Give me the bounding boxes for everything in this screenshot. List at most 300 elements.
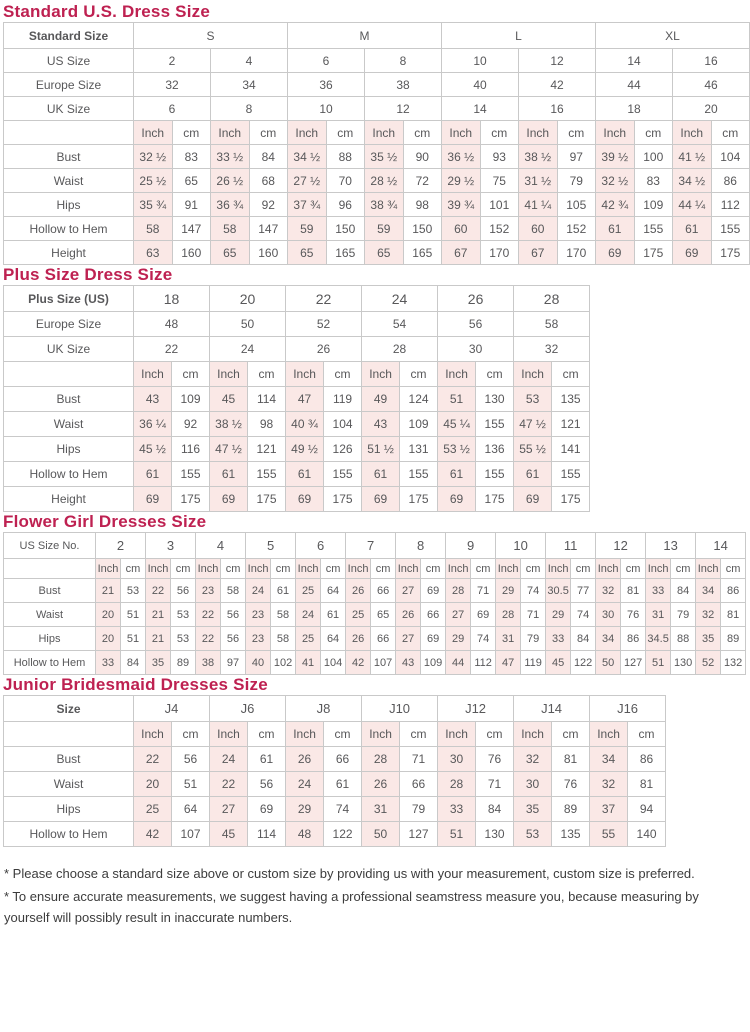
inch-value-cell: 69: [596, 241, 635, 265]
cm-value-cell: 175: [324, 487, 362, 512]
cm-value-cell: 61: [324, 772, 362, 797]
inch-unit-cell: Inch: [514, 362, 552, 387]
cm-value-cell: 124: [400, 387, 438, 412]
size-group-cell: J10: [362, 696, 438, 722]
inch-unit-cell: Inch: [519, 121, 558, 145]
unit-row-label: [4, 722, 134, 747]
cm-value-cell: 53: [121, 579, 146, 603]
inch-value-cell: 34.5: [646, 627, 671, 651]
inch-unit-cell: Inch: [365, 121, 404, 145]
size-value-cell: 44: [596, 73, 673, 97]
size-value-cell: 6: [134, 97, 211, 121]
inch-value-cell: 43: [396, 651, 421, 675]
size-value-cell: 30: [438, 337, 514, 362]
inch-unit-cell: Inch: [211, 121, 250, 145]
size-value-cell: 32: [514, 337, 590, 362]
cm-value-cell: 175: [711, 241, 750, 265]
size-value-cell: 4: [211, 49, 288, 73]
junior-bridesmaid-title: Junior Bridesmaid Dresses Size: [3, 675, 268, 694]
cm-value-cell: 84: [476, 797, 514, 822]
inch-value-cell: 25 ½: [134, 169, 173, 193]
inch-value-cell: 69: [438, 487, 476, 512]
inch-value-cell: 39 ½: [596, 145, 635, 169]
measure-row-label: Waist: [4, 169, 134, 193]
cm-value-cell: 83: [172, 145, 211, 169]
cm-value-cell: 56: [221, 627, 246, 651]
cm-value-cell: 88: [671, 627, 696, 651]
size-value-cell: 36: [288, 73, 365, 97]
inch-unit-cell: Inch: [134, 722, 172, 747]
inch-value-cell: 34: [590, 747, 628, 772]
inch-unit-cell: Inch: [442, 121, 481, 145]
inch-value-cell: 24: [296, 603, 321, 627]
size-value-cell: 12: [519, 49, 596, 73]
size-group-cell: 20: [210, 286, 286, 312]
cm-value-cell: 119: [521, 651, 546, 675]
inch-value-cell: 27: [396, 627, 421, 651]
size-value-cell: 24: [210, 337, 286, 362]
inch-value-cell: 25: [296, 627, 321, 651]
inch-value-cell: 28: [496, 603, 521, 627]
size-group-cell: J12: [438, 696, 514, 722]
inch-value-cell: 35: [146, 651, 171, 675]
inch-value-cell: 53 ½: [438, 437, 476, 462]
measure-row-label: Hollow to Hem: [4, 217, 134, 241]
inch-value-cell: 37: [590, 797, 628, 822]
cm-value-cell: 140: [628, 822, 666, 847]
cm-value-cell: 97: [221, 651, 246, 675]
cm-value-cell: 114: [248, 387, 286, 412]
cm-value-cell: 155: [248, 462, 286, 487]
inch-value-cell: 55 ½: [514, 437, 552, 462]
footnotes: [4, 863, 747, 928]
cm-value-cell: 112: [711, 193, 750, 217]
inch-value-cell: 58: [134, 217, 173, 241]
cm-unit-cell: cm: [671, 559, 696, 579]
cm-value-cell: 61: [321, 603, 346, 627]
inch-value-cell: 36 ¾: [211, 193, 250, 217]
inch-value-cell: 55: [590, 822, 628, 847]
size-value-cell: 22: [134, 337, 210, 362]
inch-value-cell: 37 ¾: [288, 193, 327, 217]
inch-value-cell: 33: [438, 797, 476, 822]
measure-row-label: Bust: [4, 747, 134, 772]
inch-value-cell: 42: [346, 651, 371, 675]
inch-value-cell: 43: [134, 387, 172, 412]
size-value-cell: 38: [365, 73, 442, 97]
size-value-cell: 18: [596, 97, 673, 121]
cm-value-cell: 147: [172, 217, 211, 241]
cm-value-cell: 175: [400, 487, 438, 512]
cm-value-cell: 74: [324, 797, 362, 822]
cm-value-cell: 152: [557, 217, 596, 241]
inch-value-cell: 24: [286, 772, 324, 797]
inch-value-cell: 33: [546, 627, 571, 651]
measure-row-label: Bust: [4, 387, 134, 412]
inch-value-cell: 34: [596, 627, 621, 651]
cm-value-cell: 141: [552, 437, 590, 462]
inch-value-cell: 61: [210, 462, 248, 487]
inch-value-cell: 60: [519, 217, 558, 241]
size-header-label: Plus Size (US): [4, 286, 134, 312]
inch-value-cell: 31 ½: [519, 169, 558, 193]
inch-value-cell: 47: [496, 651, 521, 675]
inch-value-cell: 26 ½: [211, 169, 250, 193]
cm-value-cell: 114: [248, 822, 286, 847]
cm-value-cell: 135: [552, 822, 590, 847]
inch-value-cell: 25: [134, 797, 172, 822]
cm-unit-cell: cm: [172, 722, 210, 747]
cm-value-cell: 81: [721, 603, 746, 627]
inch-value-cell: 50: [362, 822, 400, 847]
info-row-label: UK Size: [4, 97, 134, 121]
inch-value-cell: 26: [396, 603, 421, 627]
inch-value-cell: 22: [196, 627, 221, 651]
cm-value-cell: 51: [121, 627, 146, 651]
inch-value-cell: 38 ¾: [365, 193, 404, 217]
measure-row-label: Waist: [4, 772, 134, 797]
cm-value-cell: 74: [571, 603, 596, 627]
inch-value-cell: 32: [590, 772, 628, 797]
size-value-cell: 12: [365, 97, 442, 121]
size-value-cell: 34: [211, 73, 288, 97]
cm-value-cell: 98: [403, 193, 442, 217]
cm-unit-cell: cm: [480, 121, 519, 145]
inch-value-cell: 28: [362, 747, 400, 772]
cm-unit-cell: cm: [324, 362, 362, 387]
cm-unit-cell: cm: [721, 559, 746, 579]
inch-value-cell: 26: [346, 579, 371, 603]
cm-unit-cell: cm: [121, 559, 146, 579]
inch-value-cell: 65: [288, 241, 327, 265]
size-group-cell: 28: [514, 286, 590, 312]
inch-value-cell: 27: [210, 797, 248, 822]
inch-value-cell: 21: [96, 579, 121, 603]
inch-unit-cell: Inch: [134, 362, 172, 387]
inch-value-cell: 39 ¾: [442, 193, 481, 217]
cm-value-cell: 69: [421, 579, 446, 603]
cm-value-cell: 76: [621, 603, 646, 627]
cm-unit-cell: cm: [248, 362, 286, 387]
cm-value-cell: 84: [249, 145, 288, 169]
size-group-cell: 5: [246, 533, 296, 559]
cm-value-cell: 64: [172, 797, 210, 822]
inch-unit-cell: Inch: [596, 121, 635, 145]
cm-unit-cell: cm: [476, 722, 514, 747]
inch-unit-cell: Inch: [546, 559, 571, 579]
inch-unit-cell: Inch: [496, 559, 521, 579]
cm-value-cell: 51: [172, 772, 210, 797]
inch-value-cell: 30: [514, 772, 552, 797]
cm-value-cell: 175: [552, 487, 590, 512]
cm-value-cell: 92: [172, 412, 210, 437]
inch-value-cell: 53: [514, 387, 552, 412]
measure-row-label: Bust: [4, 145, 134, 169]
cm-value-cell: 175: [634, 241, 673, 265]
cm-value-cell: 56: [172, 747, 210, 772]
inch-value-cell: 47: [286, 387, 324, 412]
cm-value-cell: 86: [621, 627, 646, 651]
cm-unit-cell: cm: [571, 559, 596, 579]
cm-value-cell: 86: [628, 747, 666, 772]
cm-value-cell: 97: [557, 145, 596, 169]
size-group-cell: 24: [362, 286, 438, 312]
cm-value-cell: 71: [471, 579, 496, 603]
inch-value-cell: 31: [496, 627, 521, 651]
inch-value-cell: 29: [496, 579, 521, 603]
cm-unit-cell: cm: [471, 559, 496, 579]
inch-value-cell: 24: [246, 579, 271, 603]
cm-value-cell: 66: [371, 579, 396, 603]
cm-value-cell: 53: [171, 603, 196, 627]
inch-value-cell: 25: [296, 579, 321, 603]
inch-value-cell: 21: [146, 627, 171, 651]
cm-value-cell: 69: [248, 797, 286, 822]
cm-value-cell: 150: [403, 217, 442, 241]
inch-unit-cell: Inch: [646, 559, 671, 579]
cm-unit-cell: cm: [171, 559, 196, 579]
inch-value-cell: 45: [546, 651, 571, 675]
cm-value-cell: 74: [471, 627, 496, 651]
cm-value-cell: 86: [711, 169, 750, 193]
cm-value-cell: 64: [321, 627, 346, 651]
cm-value-cell: 56: [171, 579, 196, 603]
inch-value-cell: 29 ½: [442, 169, 481, 193]
cm-value-cell: 127: [400, 822, 438, 847]
size-value-cell: 16: [673, 49, 750, 73]
cm-value-cell: 88: [326, 145, 365, 169]
inch-value-cell: 34 ½: [673, 169, 712, 193]
cm-value-cell: 175: [248, 487, 286, 512]
size-value-cell: 52: [286, 312, 362, 337]
cm-unit-cell: cm: [403, 121, 442, 145]
inch-value-cell: 27: [396, 579, 421, 603]
cm-unit-cell: cm: [221, 559, 246, 579]
inch-value-cell: 22: [146, 579, 171, 603]
cm-unit-cell: cm: [421, 559, 446, 579]
cm-value-cell: 83: [634, 169, 673, 193]
cm-value-cell: 122: [324, 822, 362, 847]
inch-value-cell: 44 ¼: [673, 193, 712, 217]
cm-value-cell: 155: [476, 462, 514, 487]
cm-unit-cell: cm: [326, 121, 365, 145]
inch-value-cell: 28: [438, 772, 476, 797]
inch-value-cell: 48: [286, 822, 324, 847]
inch-unit-cell: Inch: [362, 362, 400, 387]
size-group-cell: M: [288, 23, 442, 49]
size-group-cell: 12: [596, 533, 646, 559]
inch-value-cell: 36 ½: [442, 145, 481, 169]
inch-value-cell: 42 ¾: [596, 193, 635, 217]
inch-unit-cell: Inch: [146, 559, 171, 579]
measure-row-label: Hips: [4, 627, 96, 651]
plus-size-title: Plus Size Dress Size: [3, 265, 173, 284]
cm-value-cell: 96: [326, 193, 365, 217]
size-group-cell: 9: [446, 533, 496, 559]
measure-row-label: Hips: [4, 797, 134, 822]
cm-value-cell: 105: [557, 193, 596, 217]
inch-value-cell: 32 ½: [134, 145, 173, 169]
cm-unit-cell: cm: [248, 722, 286, 747]
cm-value-cell: 90: [403, 145, 442, 169]
cm-value-cell: 91: [172, 193, 211, 217]
cm-value-cell: 136: [476, 437, 514, 462]
cm-value-cell: 84: [671, 579, 696, 603]
cm-value-cell: 109: [172, 387, 210, 412]
cm-value-cell: 64: [321, 579, 346, 603]
inch-unit-cell: Inch: [696, 559, 721, 579]
cm-value-cell: 121: [248, 437, 286, 462]
inch-unit-cell: Inch: [362, 722, 400, 747]
inch-value-cell: 47 ½: [514, 412, 552, 437]
cm-value-cell: 155: [172, 462, 210, 487]
inch-value-cell: 38 ½: [519, 145, 558, 169]
cm-value-cell: 69: [471, 603, 496, 627]
inch-value-cell: 51: [438, 822, 476, 847]
size-chart-page: [3, 2, 747, 928]
inch-value-cell: 65: [365, 241, 404, 265]
inch-value-cell: 20: [96, 603, 121, 627]
inch-unit-cell: Inch: [446, 559, 471, 579]
cm-value-cell: 104: [321, 651, 346, 675]
cm-value-cell: 109: [634, 193, 673, 217]
inch-value-cell: 31: [362, 797, 400, 822]
size-header-label: Standard Size: [4, 23, 134, 49]
inch-value-cell: 69: [673, 241, 712, 265]
cm-value-cell: 92: [249, 193, 288, 217]
cm-value-cell: 160: [172, 241, 211, 265]
inch-value-cell: 52: [696, 651, 721, 675]
info-row-label: Europe Size: [4, 73, 134, 97]
cm-value-cell: 66: [421, 603, 446, 627]
inch-value-cell: 29: [446, 627, 471, 651]
inch-value-cell: 23: [246, 627, 271, 651]
inch-unit-cell: Inch: [296, 559, 321, 579]
inch-value-cell: 26: [362, 772, 400, 797]
cm-value-cell: 94: [628, 797, 666, 822]
cm-value-cell: 127: [621, 651, 646, 675]
cm-unit-cell: cm: [400, 362, 438, 387]
inch-value-cell: 28: [446, 579, 471, 603]
cm-value-cell: 68: [249, 169, 288, 193]
cm-value-cell: 89: [721, 627, 746, 651]
cm-value-cell: 112: [471, 651, 496, 675]
cm-value-cell: 71: [400, 747, 438, 772]
cm-value-cell: 170: [480, 241, 519, 265]
measure-row-label: Height: [4, 241, 134, 265]
plus-size-table: [3, 285, 590, 512]
cm-value-cell: 58: [271, 627, 296, 651]
inch-value-cell: 41: [296, 651, 321, 675]
cm-value-cell: 74: [521, 579, 546, 603]
cm-value-cell: 65: [172, 169, 211, 193]
cm-value-cell: 79: [400, 797, 438, 822]
inch-unit-cell: Inch: [346, 559, 371, 579]
inch-value-cell: 51 ½: [362, 437, 400, 462]
inch-value-cell: 40 ¾: [286, 412, 324, 437]
cm-value-cell: 79: [557, 169, 596, 193]
inch-value-cell: 67: [519, 241, 558, 265]
size-group-cell: 11: [546, 533, 596, 559]
cm-value-cell: 155: [400, 462, 438, 487]
cm-value-cell: 152: [480, 217, 519, 241]
cm-value-cell: 81: [621, 579, 646, 603]
size-value-cell: 2: [134, 49, 211, 73]
cm-value-cell: 160: [249, 241, 288, 265]
inch-unit-cell: Inch: [286, 722, 324, 747]
inch-value-cell: 26: [286, 747, 324, 772]
size-group-cell: 26: [438, 286, 514, 312]
cm-value-cell: 53: [171, 627, 196, 651]
inch-value-cell: 61: [134, 462, 172, 487]
cm-value-cell: 165: [403, 241, 442, 265]
flower-girl-table: [3, 532, 746, 675]
size-value-cell: 40: [442, 73, 519, 97]
cm-value-cell: 155: [476, 412, 514, 437]
inch-value-cell: 69: [286, 487, 324, 512]
measure-row-label: Hollow to Hem: [4, 651, 96, 675]
inch-value-cell: 53: [514, 822, 552, 847]
cm-unit-cell: cm: [249, 121, 288, 145]
cm-value-cell: 126: [324, 437, 362, 462]
cm-value-cell: 58: [221, 579, 246, 603]
cm-value-cell: 116: [172, 437, 210, 462]
inch-value-cell: 60: [442, 217, 481, 241]
size-group-cell: J6: [210, 696, 286, 722]
size-group-cell: 6: [296, 533, 346, 559]
inch-value-cell: 29: [546, 603, 571, 627]
size-group-cell: 22: [286, 286, 362, 312]
cm-value-cell: 147: [249, 217, 288, 241]
inch-value-cell: 33: [646, 579, 671, 603]
cm-unit-cell: cm: [400, 722, 438, 747]
size-group-cell: 13: [646, 533, 696, 559]
cm-value-cell: 131: [400, 437, 438, 462]
inch-value-cell: 35: [696, 627, 721, 651]
inch-value-cell: 35 ¾: [134, 193, 173, 217]
cm-unit-cell: cm: [172, 121, 211, 145]
inch-value-cell: 59: [365, 217, 404, 241]
cm-value-cell: 175: [172, 487, 210, 512]
size-group-cell: 8: [396, 533, 446, 559]
unit-row-label: [4, 362, 134, 387]
cm-value-cell: 175: [476, 487, 514, 512]
cm-unit-cell: cm: [172, 362, 210, 387]
inch-unit-cell: Inch: [438, 722, 476, 747]
inch-value-cell: 35 ½: [365, 145, 404, 169]
cm-value-cell: 84: [571, 627, 596, 651]
cm-value-cell: 86: [721, 579, 746, 603]
inch-value-cell: 61: [438, 462, 476, 487]
size-value-cell: 20: [673, 97, 750, 121]
size-group-cell: S: [134, 23, 288, 49]
cm-value-cell: 98: [248, 412, 286, 437]
size-value-cell: 10: [288, 97, 365, 121]
size-value-cell: 58: [514, 312, 590, 337]
cm-value-cell: 65: [371, 603, 396, 627]
inch-value-cell: 49: [362, 387, 400, 412]
cm-value-cell: 130: [476, 387, 514, 412]
inch-unit-cell: Inch: [288, 121, 327, 145]
cm-value-cell: 66: [324, 747, 362, 772]
cm-value-cell: 100: [634, 145, 673, 169]
inch-value-cell: 61: [514, 462, 552, 487]
inch-unit-cell: Inch: [673, 121, 712, 145]
cm-value-cell: 71: [476, 772, 514, 797]
cm-value-cell: 51: [121, 603, 146, 627]
size-group-cell: 14: [696, 533, 746, 559]
cm-unit-cell: cm: [371, 559, 396, 579]
